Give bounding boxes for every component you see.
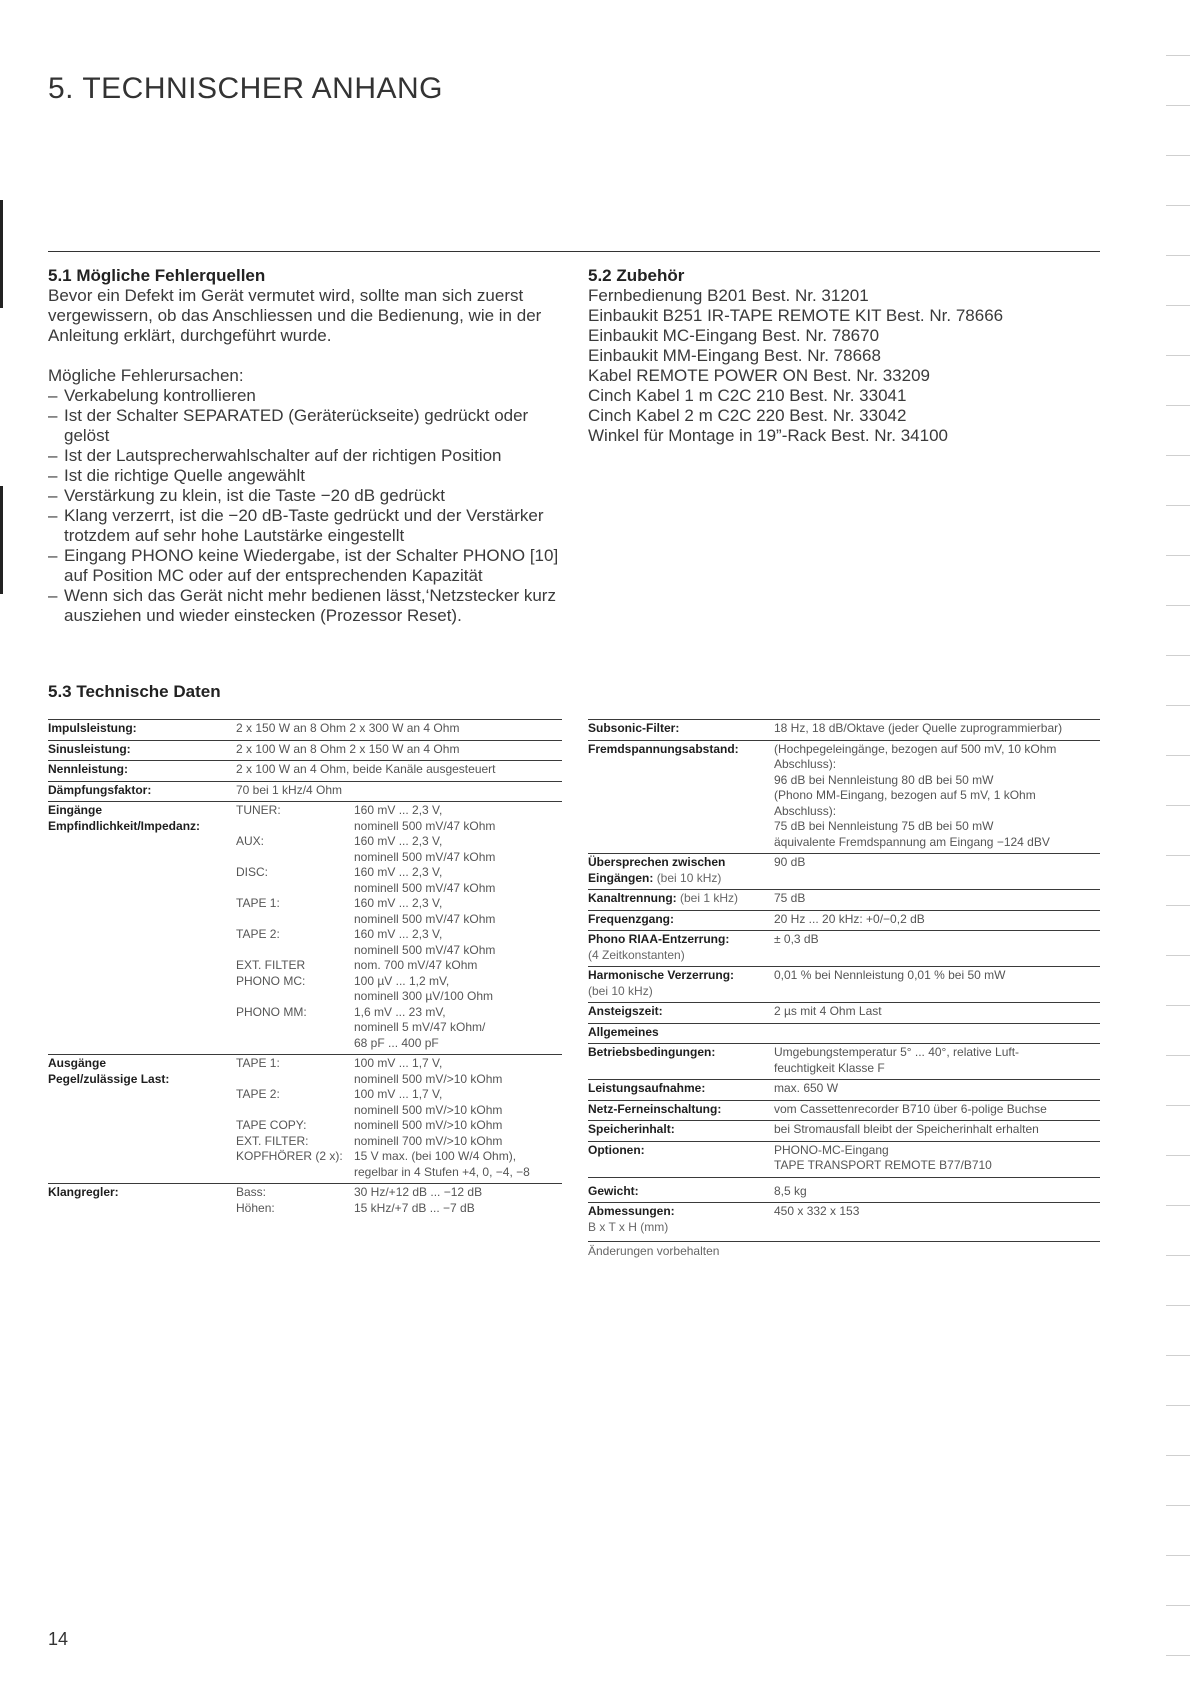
spec-label-line: Phono RIAA-Entzerrung: (588, 932, 730, 946)
output-value: nominell 700 mV/>10 kOhm (354, 1133, 503, 1148)
list-item: – Klang verzerrt, ist die −20 dB-Taste gedrückt und der Verstärker trotzdem auf sehr hohe Lautstärke eingestellt (48, 506, 563, 546)
table-row (48, 740, 562, 761)
input-value: 160 mV ... 2,3 V, (354, 834, 443, 848)
list-item: Winkel für Montage in 19”-Rack Best. Nr. 34100 (588, 426, 948, 445)
spec-label: Fremdspannungsabstand: (588, 741, 739, 756)
spec-label: Dämpfungsfaktor: (48, 782, 152, 797)
table-row (48, 760, 562, 781)
spec-label-line: Ausgänge (48, 1056, 107, 1070)
input-value: nom. 700 mV/47 kOhm (354, 958, 478, 972)
spec-value: max. 650 W (774, 1081, 839, 1095)
spec-label-line: Eingängen: (588, 870, 654, 885)
output-value: 15 V max. (bei 100 W/4 Ohm), (354, 1149, 517, 1163)
list-item: – Eingang PHONO keine Wiedergabe, ist der Schalter PHONO [10] auf Position MC oder auf der entsprechenden Kapazität (48, 546, 563, 586)
output-value: 100 mV ... 1,7 V, (354, 1087, 443, 1101)
input-value: 160 mV ... 2,3 V, (354, 896, 443, 910)
spec-label-line: Harmonische Verzerrung: (588, 968, 735, 982)
table-row (588, 889, 1100, 910)
input-name: DISC: (236, 865, 269, 879)
spec-table-left (48, 719, 562, 1219)
table-row (588, 1079, 1100, 1100)
spec-label-qualifier: (bei 10 kHz) (656, 870, 722, 885)
spec-value-line: Abschluss): (774, 757, 837, 771)
spec-label: Nennleistung: (48, 762, 128, 776)
table-row (48, 801, 562, 1054)
input-value: nominell 500 mV/47 kOhm (354, 849, 496, 864)
input-name: TAPE 1: (236, 896, 280, 910)
spec-value-line: Umgebungstemperatur 5° ... 40°, relative Luft- (774, 1045, 1020, 1059)
output-value: nominell 500 mV/>10 kOhm (354, 1118, 503, 1132)
input-value: nominell 500 mV/47 kOhm (354, 818, 496, 833)
input-value: nominell 500 mV/47 kOhm (354, 911, 496, 926)
spec-label: Impulsleistung: (48, 721, 137, 735)
spec-value: 2 x 100 W an 8 Ohm 2 x 150 W an 4 Ohm (236, 741, 460, 756)
spec-value (236, 803, 562, 1051)
section-title: 5.1 Mögliche Fehlerquellen (48, 266, 266, 285)
output-value: regelbar in 4 Stufen +4, 0, −4, −8 (354, 1164, 530, 1179)
spec-value-line: äquivalente Fremdspannung am Eingang −124 dBV (774, 834, 1050, 849)
list-item: Einbaukit MM-Eingang Best. Nr. 78668 (588, 346, 881, 365)
spec-label-line: Kanaltrennung: (588, 891, 677, 905)
control-value: 30 Hz/+12 dB ... −12 dB (354, 1185, 483, 1199)
table-row (588, 1120, 1100, 1141)
table-row (588, 1202, 1100, 1238)
spec-value-line: 96 dB bei Nennleistung 80 dB bei 50 mW (774, 772, 994, 787)
spec-label: Speicherinhalt: (588, 1122, 675, 1136)
spec-label-line: Abmessungen: (588, 1204, 675, 1218)
section-divider (48, 251, 1100, 252)
spec-label-line: Eingänge (48, 803, 103, 817)
input-value: nominell 5 mV/47 kOhm/ (354, 1020, 486, 1034)
spec-label: Optionen: (588, 1142, 645, 1157)
spec-value: 2 µs mit 4 Ohm Last (774, 1004, 882, 1018)
table-row (588, 740, 1100, 854)
binder-mark (0, 200, 3, 308)
spec-value (774, 1143, 1100, 1174)
spec-label-line: Pegel/zulässige Last: (48, 1071, 170, 1086)
list-item: Fernbedienung B201 Best. Nr. 31201 (588, 286, 869, 305)
spec-label-qualifier: (bei 1 kHz) (680, 891, 739, 905)
control-name: Höhen: (236, 1200, 275, 1215)
spec-value-line: TAPE TRANSPORT REMOTE B77/B710 (774, 1158, 992, 1172)
spec-label-line: Empfindlichkeit/Impedanz: (48, 818, 201, 833)
table-row (48, 1183, 562, 1219)
section-title-technische-daten: 5.3 Technische Daten (48, 682, 221, 701)
spec-label (588, 968, 774, 999)
spec-group-heading: Allgemeines (588, 1024, 659, 1039)
table-row (588, 1141, 1100, 1177)
table-row (48, 781, 562, 802)
causes-heading: Mögliche Fehlerursachen: (48, 366, 244, 385)
section-title: 5.2 Zubehör (588, 266, 685, 285)
list-item: – Wenn sich das Gerät nicht mehr bedienen lässt,‘Netzstecker kurz ausziehen und wieder einstecken (Prozessor Reset). (48, 586, 563, 626)
input-value: 160 mV ... 2,3 V, (354, 803, 443, 817)
table-row (48, 719, 562, 740)
spec-label: Frequenzgang: (588, 911, 674, 926)
section-fehlerquellen (48, 266, 563, 626)
input-value: 100 µV ... 1,2 mV, (354, 973, 450, 988)
table-row (588, 1100, 1100, 1121)
spec-value: 2 x 100 W an 4 Ohm, beide Kanäle ausgesteuert (236, 762, 496, 776)
spec-label: Subsonic-Filter: (588, 721, 680, 735)
spec-value-line: feuchtigkeit Klasse F (774, 1060, 885, 1075)
table-row (588, 719, 1100, 740)
spec-label (588, 932, 774, 963)
output-value: 100 mV ... 1,7 V, (354, 1056, 443, 1070)
output-name: EXT. FILTER: (236, 1133, 309, 1148)
input-value: 68 pF ... 400 pF (354, 1035, 439, 1050)
spec-value-line: PHONO-MC-Eingang (774, 1142, 889, 1157)
output-name: KOPFHÖRER (2 x): (236, 1149, 343, 1163)
input-name: PHONO MM: (236, 1004, 307, 1019)
table-row (588, 1043, 1100, 1079)
intro-text: Bevor ein Defekt im Gerät vermutet wird, sollte man sich zuerst vergewissern, ob das Anschliessen und die Bedienung, wie in der Anleitung erklärt, durchgeführt wurde. (48, 286, 542, 345)
list-item: – Ist die richtige Quelle angewählt (48, 466, 563, 486)
table-row (588, 1023, 1100, 1044)
list-item: – Ist der Lautsprecherwahlschalter auf der richtigen Position (48, 446, 563, 466)
spec-value-line: Abschluss): (774, 803, 837, 818)
input-value: nominell 500 mV/47 kOhm (354, 880, 496, 895)
spec-table-right (588, 719, 1100, 1260)
table-row (588, 930, 1100, 966)
spec-value: bei Stromausfall bleibt der Speicherinhalt erhalten (774, 1122, 1039, 1136)
control-value: 15 kHz/+7 dB ... −7 dB (354, 1200, 475, 1215)
input-value: 160 mV ... 2,3 V, (354, 927, 443, 941)
control-name: Bass: (236, 1185, 267, 1199)
input-value: 160 mV ... 2,3 V, (354, 865, 443, 879)
list-item: Einbaukit MC-Eingang Best. Nr. 78670 (588, 326, 880, 345)
spec-value: 75 dB (774, 891, 806, 905)
spec-label: Sinusleistung: (48, 741, 131, 756)
list-item: Kabel REMOTE POWER ON Best. Nr. 33209 (588, 366, 931, 385)
table-row (588, 1177, 1100, 1203)
spec-value: 8,5 kg (774, 1183, 807, 1198)
spec-label: Klangregler: (48, 1185, 119, 1199)
margin-ticks (1164, 0, 1190, 1683)
output-value: nominell 500 mV/>10 kOhm (354, 1102, 503, 1117)
list-item: – Verstärkung zu klein, ist die Taste −20 dB gedrückt (48, 486, 563, 506)
output-name: TAPE 2: (236, 1087, 280, 1101)
spec-value: 18 Hz, 18 dB/Oktave (jeder Quelle zuprogrammierbar) (774, 721, 1063, 735)
spec-label-line: Übersprechen zwischen (588, 855, 726, 869)
output-value: nominell 500 mV/>10 kOhm (354, 1071, 503, 1086)
spec-label-qualifier: B x T x H (mm) (588, 1219, 669, 1234)
spec-value (236, 1056, 562, 1180)
input-name: TAPE 2: (236, 927, 280, 941)
spec-value: ± 0,3 dB (774, 932, 819, 946)
list-item: – Ist der Schalter SEPARATED (Geräterückseite) gedrückt oder gelöst (48, 406, 563, 446)
table-row (588, 966, 1100, 1002)
spec-label (48, 1056, 236, 1180)
spec-value (774, 1045, 1100, 1076)
input-value: nominell 500 mV/47 kOhm (354, 942, 496, 957)
table-row (588, 910, 1100, 931)
list-item: Cinch Kabel 2 m C2C 220 Best. Nr. 33042 (588, 406, 907, 425)
page-title: 5. TECHNISCHER ANHANG (48, 72, 444, 105)
section-zubehoer (588, 266, 1088, 446)
table-row (588, 1002, 1100, 1023)
page-number: 14 (48, 1629, 69, 1649)
output-name: TAPE 1: (236, 1056, 280, 1070)
input-value: 1,6 mV ... 23 mV, (354, 1004, 446, 1019)
spec-label (48, 803, 236, 1051)
spec-label-qualifier: (4 Zeitkonstanten) (588, 947, 685, 962)
spec-value-line: (Hochpegeleingänge, bezogen auf 500 mV, 10 kOhm (774, 741, 1057, 756)
spec-value: 90 dB (774, 855, 806, 869)
spec-label: Betriebsbedingungen: (588, 1045, 716, 1059)
input-name: PHONO MC: (236, 973, 306, 988)
table-row (48, 1054, 562, 1183)
spec-value: 0,01 % bei Nennleistung 0,01 % bei 50 mW (774, 968, 1006, 982)
spec-label-qualifier: (bei 10 kHz) (588, 983, 653, 998)
input-name: AUX: (236, 834, 265, 848)
spec-value-line: (Phono MM-Eingang, bezogen auf 5 mV, 1 kOhm (774, 788, 1036, 802)
spec-value: 70 bei 1 kHz/4 Ohm (236, 782, 343, 797)
spec-value: vom Cassettenrecorder B710 über 6-polige Buchse (774, 1101, 1047, 1116)
output-name: TAPE COPY: (236, 1118, 307, 1132)
spec-label (588, 1204, 774, 1235)
spec-value: 20 Hz ... 20 kHz: +0/−0,2 dB (774, 911, 925, 926)
spec-value (774, 742, 1100, 851)
binder-mark (0, 486, 3, 594)
spec-value: 450 x 332 x 153 (774, 1204, 860, 1218)
spec-value: 2 x 150 W an 8 Ohm 2 x 300 W an 4 Ohm (236, 721, 460, 735)
spec-label (588, 891, 774, 907)
input-value: nominell 300 µV/100 Ohm (354, 989, 493, 1003)
list-item: Einbaukit B251 IR-TAPE REMOTE KIT Best. Nr. 78666 (588, 306, 1004, 325)
spec-value-line: 75 dB bei Nennleistung 75 dB bei 50 mW (774, 819, 994, 833)
list-item: – Verkabelung kontrollieren (48, 386, 563, 406)
list-item: Cinch Kabel 1 m C2C 210 Best. Nr. 33041 (588, 386, 907, 405)
causes-list (48, 386, 563, 626)
spec-label: Netz-Ferneinschaltung: (588, 1101, 722, 1116)
footnote: Änderungen vorbehalten (588, 1241, 1100, 1260)
spec-label (588, 855, 774, 886)
spec-label: Ansteigszeit: (588, 1004, 663, 1018)
spec-value (236, 1185, 562, 1216)
spec-label: Gewicht: (588, 1183, 639, 1198)
spec-label: Leistungsaufnahme: (588, 1081, 706, 1095)
table-row (588, 853, 1100, 889)
input-name: EXT. FILTER (236, 958, 306, 972)
input-name: TUNER: (236, 803, 281, 817)
